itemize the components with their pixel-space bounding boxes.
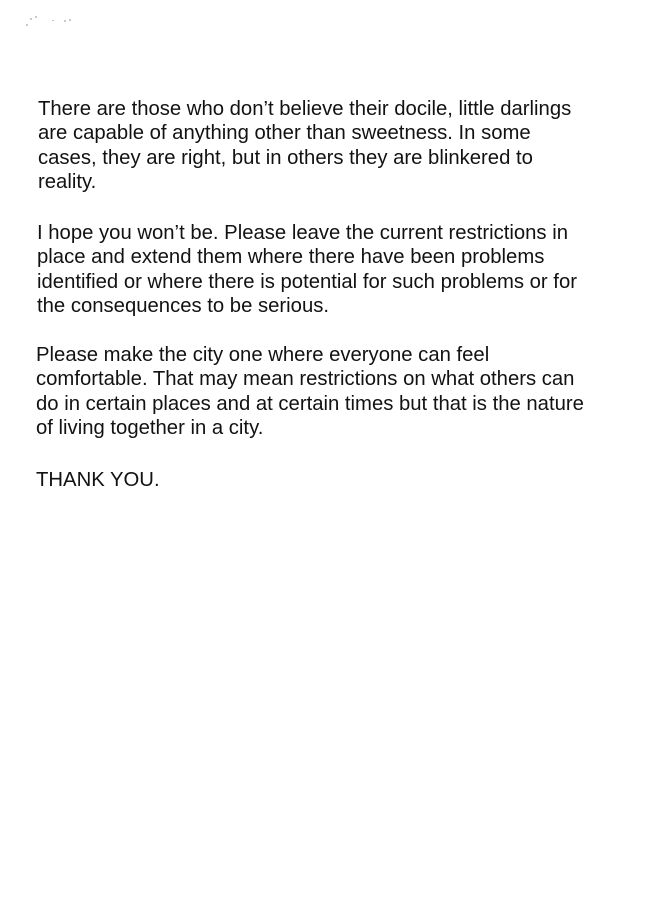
paragraph-line: I hope you won’t be. Please leave the current restrictions in [37,222,568,244]
paragraph-1 [38,97,571,195]
paragraph-line: do in certain places and at certain times but that is the nature [36,392,584,415]
closing-text: THANK YOU. [36,469,160,491]
paragraph-line: the consequences to be serious. [37,295,330,318]
paragraph-line: place and extend them where there have been problems [37,246,545,269]
paragraph-line: of living together in a city. [36,417,264,440]
paragraph-line: There are those who don’t believe their docile, little darlings [38,98,572,120]
closing-line [36,468,160,492]
paragraph-line: Please make the city one where everyone can feel [36,344,490,366]
paragraph-3 [36,343,584,441]
paragraph-line: cases, they are right, but in others they are blinkered to [38,146,533,169]
paragraph-line: identified or where there is potential for such problems or for [37,270,577,293]
paragraph-line: comfortable. That may mean restrictions on what others can [36,368,575,391]
scan-artifact [26,14,76,30]
paragraph-2 [37,221,577,319]
paragraph-line: are capable of anything other than sweetness. In some [38,122,531,145]
paragraph-line: reality. [38,171,97,194]
